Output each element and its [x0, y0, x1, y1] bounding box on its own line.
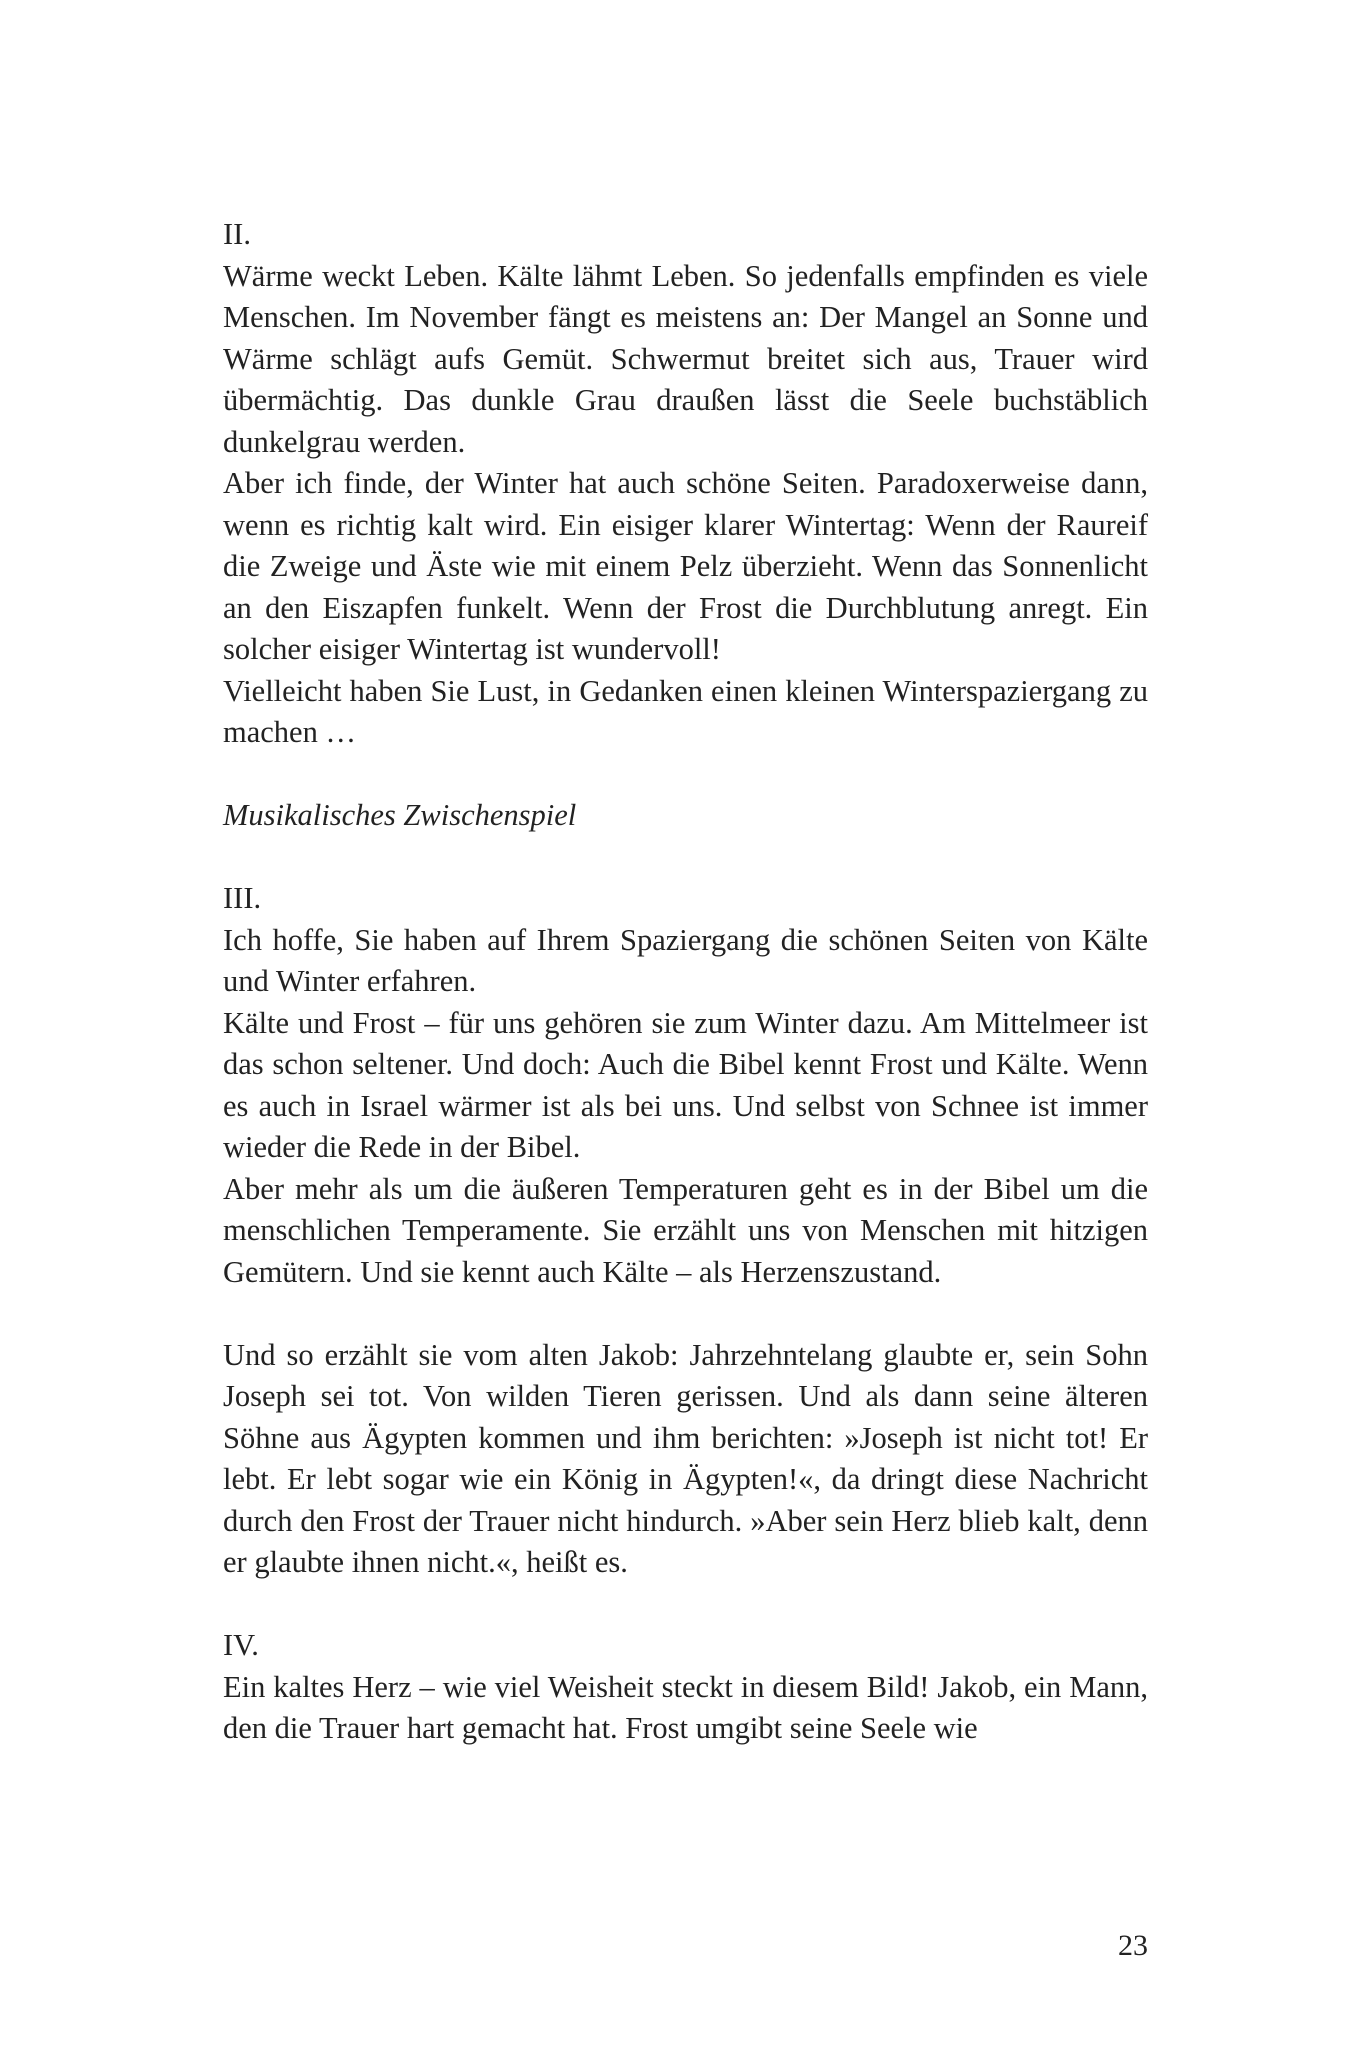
paragraph: Ein kaltes Herz – wie viel Weisheit steckt in diesem Bild! Jakob, ein Mann, den die Trauer hart gemacht hat. Frost umgibt seine Seele wie [223, 1669, 1148, 1745]
paragraph: Kälte und Frost – für uns gehören sie zum Winter dazu. Am Mittelmeer ist das schon seltener. Und doch: Auch die Bibel kennt Frost und Kälte. Wenn es auch in Israel wärmer ist als bei uns. Und selbst von Schnee ist immer wieder die Rede in der Bibel. [223, 1005, 1148, 1164]
spacer [223, 837, 1148, 879]
paragraph: Aber ich finde, der Winter hat auch schöne Seiten. Paradoxerweise dann, wenn es richtig kalt wird. Ein eisiger klarer Wintertag: Wenn der Raureif die Zweige und Äste wie mit einem Pelz überzieht. Wenn das Sonnenlicht an den Eiszapfen funkelt. Wenn der Frost die Durchblutung anregt. Ein solcher eisiger Wintertag ist wundervoll! [223, 466, 1148, 666]
spacer [223, 1293, 1148, 1335]
paragraph: Vielleicht haben Sie Lust, in Gedanken einen kleinen Winterspaziergang zu machen … [223, 673, 1148, 749]
interlude-note: Musikalisches Zwischenspiel [223, 798, 577, 832]
spacer [223, 754, 1148, 796]
section-heading-3: III. [223, 881, 262, 915]
section-heading-4: IV. [223, 1628, 259, 1662]
paragraph: Und so erzählt sie vom alten Jakob: Jahrzehntelang glaubte er, sein Sohn Joseph sei tot. Von wilden Tieren gerissen. Und als dann seine älteren Söhne aus Ägypten kommen und ihm berichten: »Joseph ist nicht tot! Er lebt. Er lebt sogar wie ein König in Ägypten!«, da dringt diese Nachricht durch den Frost der Trauer nicht hindurch. »Aber sein Herz blieb kalt, denn er glaubte ihnen nicht.«, heißt es. [223, 1337, 1148, 1579]
body-text [223, 214, 1148, 1750]
paragraph: Aber mehr als um die äußeren Temperaturen geht es in der Bibel um die menschlichen Temperamente. Sie erzählt uns von Menschen mit hitzigen Gemütern. Und sie kennt auch Kälte – als Herzenszustand. [223, 1171, 1148, 1289]
page-number: 23 [1118, 1929, 1148, 1962]
spacer [223, 1584, 1148, 1626]
paragraph: Ich hoffe, Sie haben auf Ihrem Spaziergang die schönen Seiten von Kälte und Winter erfahren. [223, 922, 1148, 998]
section-heading-2: II. [223, 217, 251, 251]
paragraph: Wärme weckt Leben. Kälte lähmt Leben. So jedenfalls empfinden es viele Menschen. Im November fängt es meistens an: Der Mangel an Sonne und Wärme schlägt aufs Gemüt. Schwermut breitet sich aus, Trauer wird übermächtig. Das dunkle Grau draußen lässt die Seele buchstäblich dunkelgrau werden. [223, 258, 1148, 459]
